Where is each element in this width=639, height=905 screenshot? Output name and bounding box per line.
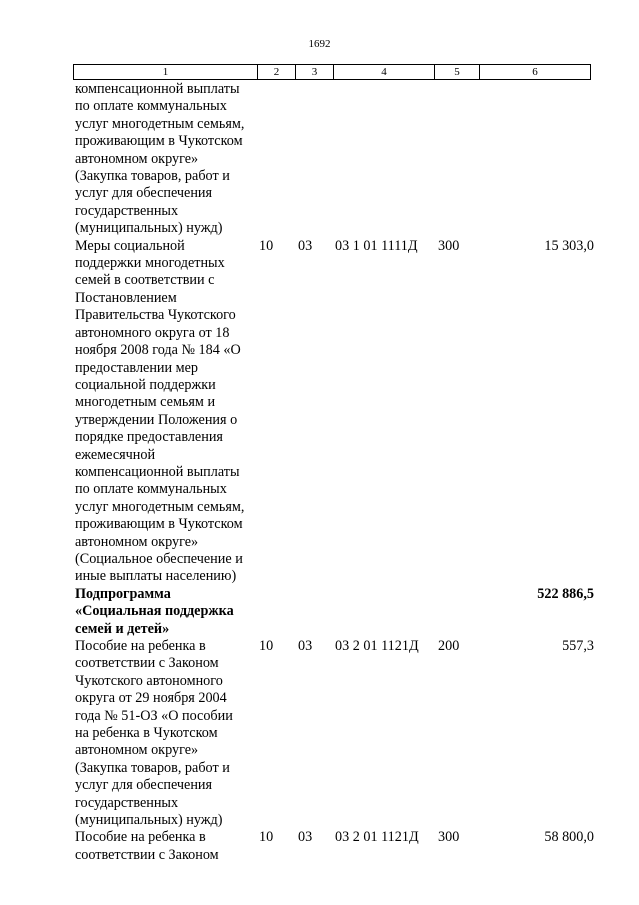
description-line: ноября 2008 года № 184 «О <box>75 342 241 359</box>
description-line: предоставлении мер <box>75 359 199 376</box>
description-line: «Социальная поддержка <box>75 603 234 620</box>
description-line: компенсационной выплаты <box>75 81 240 97</box>
description-line: проживающим в Чукотском <box>75 133 243 150</box>
description-line: автономном округе» <box>75 742 199 759</box>
column-header-cell: 3 <box>296 65 334 80</box>
subsection-code: 03 <box>298 237 313 254</box>
row-description <box>73 638 262 829</box>
description-line: (Закупка товаров, работ и <box>75 168 230 185</box>
amount-value: 522 886,5 <box>537 585 594 602</box>
column-header-cell: 1 <box>74 65 258 80</box>
column-header-cell: 5 <box>435 65 480 80</box>
page-number: 1692 <box>308 38 331 50</box>
description-line: (Социальное обеспечение и <box>75 550 243 567</box>
table-row <box>73 586 596 638</box>
description-line: (муниципальных) нужд) <box>75 220 223 237</box>
description-line: услуг для обеспечения <box>75 777 213 794</box>
budget-table-body <box>73 81 596 864</box>
amount-value: 15 303,0 <box>544 237 594 254</box>
description-line: Правительства Чукотского <box>75 307 236 324</box>
description-line: утверждении Положения о <box>75 411 238 428</box>
column-header-cell: 2 <box>258 65 296 80</box>
amount-value: 557,3 <box>562 638 594 654</box>
target-article-code: 03 2 01 1121Д <box>335 829 419 846</box>
subsection-code: 03 <box>298 638 313 654</box>
description-line: автономном округе» <box>75 533 199 550</box>
section-code: 10 <box>259 638 274 654</box>
description-line: автономного округа от 18 <box>75 324 230 341</box>
description-line: проживающим в Чукотском <box>75 516 243 533</box>
description-line: услуг многодетным семьям, <box>75 115 245 132</box>
description-line: поддержки многодетных <box>75 255 225 272</box>
table-row <box>73 829 596 864</box>
column-header-table <box>73 64 591 80</box>
row-description <box>73 586 262 638</box>
description-line: по оплате коммунальных <box>75 481 227 498</box>
column-header-row <box>74 65 591 80</box>
description-line: автономном округе» <box>75 150 199 167</box>
description-line: Пособие на ребенка в <box>75 829 206 846</box>
section-code: 10 <box>259 237 274 254</box>
description-line: многодетным семьям и <box>75 394 216 411</box>
description-line: Чукотского автономного <box>75 672 223 689</box>
description-line: соответствии с Законом <box>75 846 219 863</box>
description-line: ежемесячной <box>75 446 156 463</box>
description-line: порядке предоставления <box>75 429 223 446</box>
description-line: государственных <box>75 794 179 811</box>
description-line: семей и детей» <box>75 620 170 637</box>
column-header-cell: 4 <box>334 65 435 80</box>
description-line: иные выплаты населению) <box>75 568 237 585</box>
description-line: государственных <box>75 202 179 219</box>
description-line: семей в соответствии с <box>75 272 215 289</box>
expense-type-code: 300 <box>438 829 460 846</box>
row-description <box>73 238 262 586</box>
description-line: услуг для обеспечения <box>75 185 213 202</box>
subsection-code: 03 <box>298 829 313 846</box>
description-line: на ребенка в Чукотском <box>75 725 218 742</box>
amount-value: 58 800,0 <box>544 829 594 846</box>
target-article-code: 03 1 01 1111Д <box>335 237 418 254</box>
description-line: услуг многодетным семьям, <box>75 498 245 515</box>
description-line: Постановлением <box>75 289 177 306</box>
description-line: компенсационной выплаты <box>75 463 240 480</box>
row-description <box>73 829 262 864</box>
description-line: (Закупка товаров, работ и <box>75 759 230 776</box>
description-line: соответствии с Законом <box>75 655 219 672</box>
expense-type-code: 200 <box>438 638 460 654</box>
description-line: Подпрограмма <box>75 585 171 602</box>
target-article-code: 03 2 01 1121Д <box>335 638 419 654</box>
expense-type-code: 300 <box>438 237 460 254</box>
column-header-cell: 6 <box>480 65 591 80</box>
table-row <box>73 81 596 238</box>
description-line: округа от 29 ноября 2004 <box>75 690 227 707</box>
section-code: 10 <box>259 829 274 846</box>
table-row <box>73 638 596 829</box>
description-line: года № 51-ОЗ «О пособии <box>75 707 233 724</box>
description-line: (муниципальных) нужд) <box>75 812 223 829</box>
description-line: Пособие на ребенка в <box>75 638 206 654</box>
table-row <box>73 238 596 586</box>
description-line: социальной поддержки <box>75 376 216 393</box>
row-description <box>73 81 262 238</box>
description-line: по оплате коммунальных <box>75 98 227 115</box>
description-line: Меры социальной <box>75 237 185 254</box>
